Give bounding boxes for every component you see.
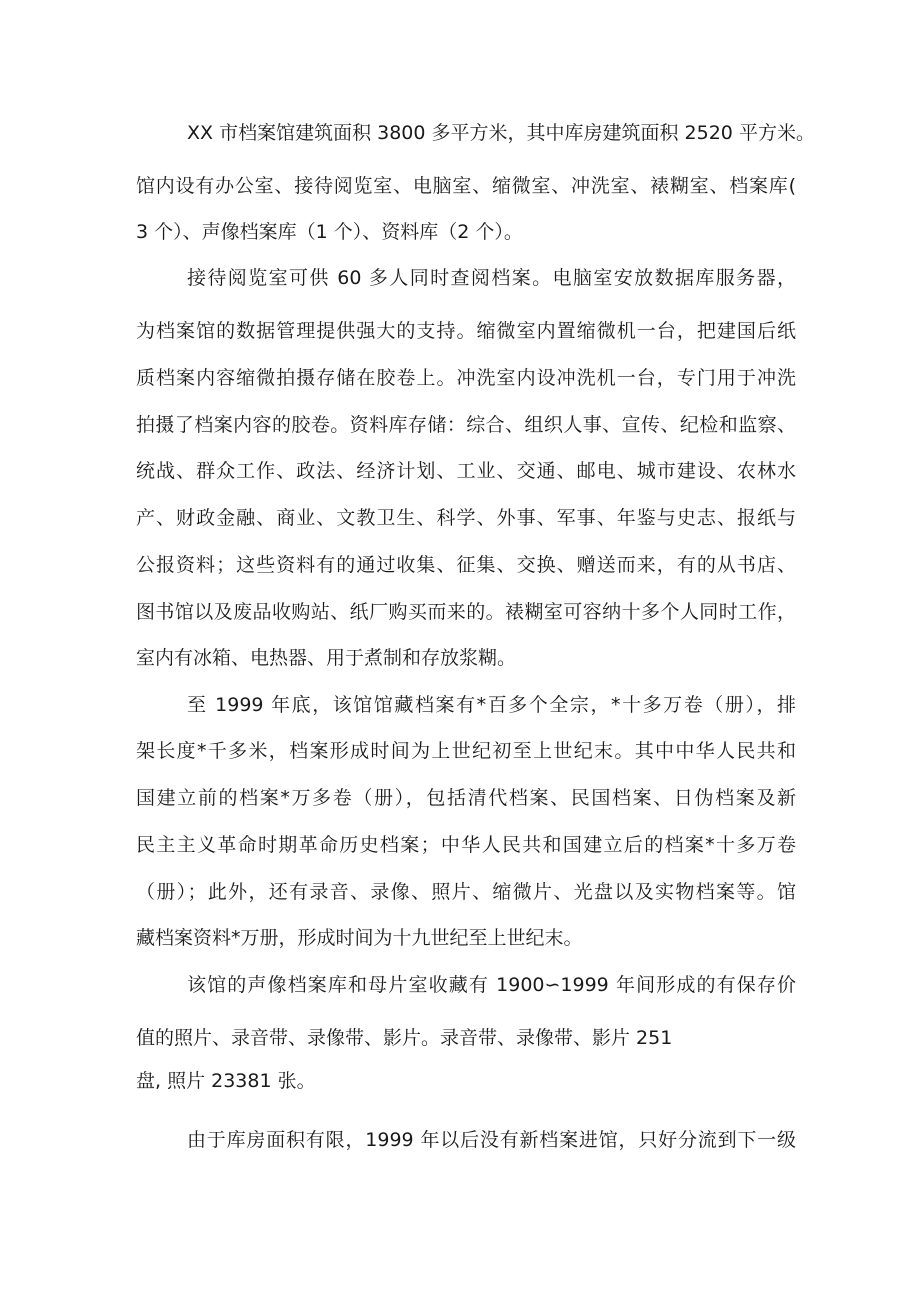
paragraph-2-line-3: 质档案内容缩微拍摄存储在胶卷上。冲洗室内设冲洗机一台，专门用于冲洗 [136, 367, 796, 389]
paragraph-4-line-3: 盘, 照片 23381 张。 [136, 1070, 316, 1092]
paragraph-2-line-4: 拍摄了档案内容的胶卷。资料库存储：综合、组织人事、宣传、纪检和监察、 [136, 414, 796, 436]
paragraph-2-line-8: 图书馆以及废品收购站、纸厂购买而来的。裱糊室可容纳十多个人同时工作， [136, 601, 796, 623]
paragraph-3-line-3: 国建立前的档案*万多卷（册），包括清代档案、民国档案、日伪档案及新 [136, 787, 796, 809]
paragraph-3-line-6: 藏档案资料*万册，形成时间为十九世纪至上世纪末。 [136, 927, 583, 949]
paragraph-2-line-5: 统战、群众工作、政法、经济计划、工业、交通、邮电、城市建设、农林水 [136, 460, 796, 482]
paragraph-4-line-1: 该馆的声像档案库和母片室收藏有 1900∽1999 年间形成的有保存价 [187, 974, 796, 996]
paragraph-1-line-2: 馆内设有办公室、接待阅览室、电脑室、缩微室、冲洗室、裱糊室、档案库( [136, 175, 796, 197]
paragraph-2-line-1: 接待阅览室可供 60 多人同时查阅档案。电脑室安放数据库服务器， [187, 267, 796, 289]
paragraph-2-line-7: 公报资料；这些资料有的通过收集、征集、交换、赠送而来，有的从书店、 [136, 554, 796, 576]
paragraph-3-line-1: 至 1999 年底，该馆馆藏档案有*百多个全宗，*十多万卷（册），排 [187, 694, 796, 716]
paragraph-4-line-2: 值的照片、录音带、录像带、影片。录音带、录像带、影片 251 [136, 1027, 673, 1049]
paragraph-2-line-9: 室内有冰箱、电热器、用于煮制和存放浆糊。 [136, 647, 517, 669]
paragraph-1-line-1: XX 市档案馆建筑面积 3800 多平方米，其中库房建筑面积 2520 平方米。 [187, 122, 815, 144]
paragraph-2-line-2: 为档案馆的数据管理提供强大的支持。缩微室内置缩微机一台，把建国后纸 [136, 320, 796, 342]
paragraph-2-line-6: 产、财政金融、商业、文教卫生、科学、外事、军事、年鉴与史志、报纸与 [136, 507, 796, 529]
paragraph-3-line-2: 架长度*千多米，档案形成时间为上世纪初至上世纪末。其中中华人民共和 [136, 740, 796, 762]
paragraph-5-line-1: 由于库房面积有限，1999 年以后没有新档案进馆，只好分流到下一级 [187, 1129, 796, 1151]
paragraph-1-line-3: 3 个）、声像档案库（1 个）、资料库（2 个）。 [136, 221, 523, 243]
paragraph-3-line-4: 民主主义革命时期革命历史档案；中华人民共和国建立后的档案*十多万卷 [136, 834, 796, 856]
paragraph-3-line-5: （册）；此外，还有录音、录像、照片、缩微片、光盘以及实物档案等。馆 [136, 881, 796, 903]
